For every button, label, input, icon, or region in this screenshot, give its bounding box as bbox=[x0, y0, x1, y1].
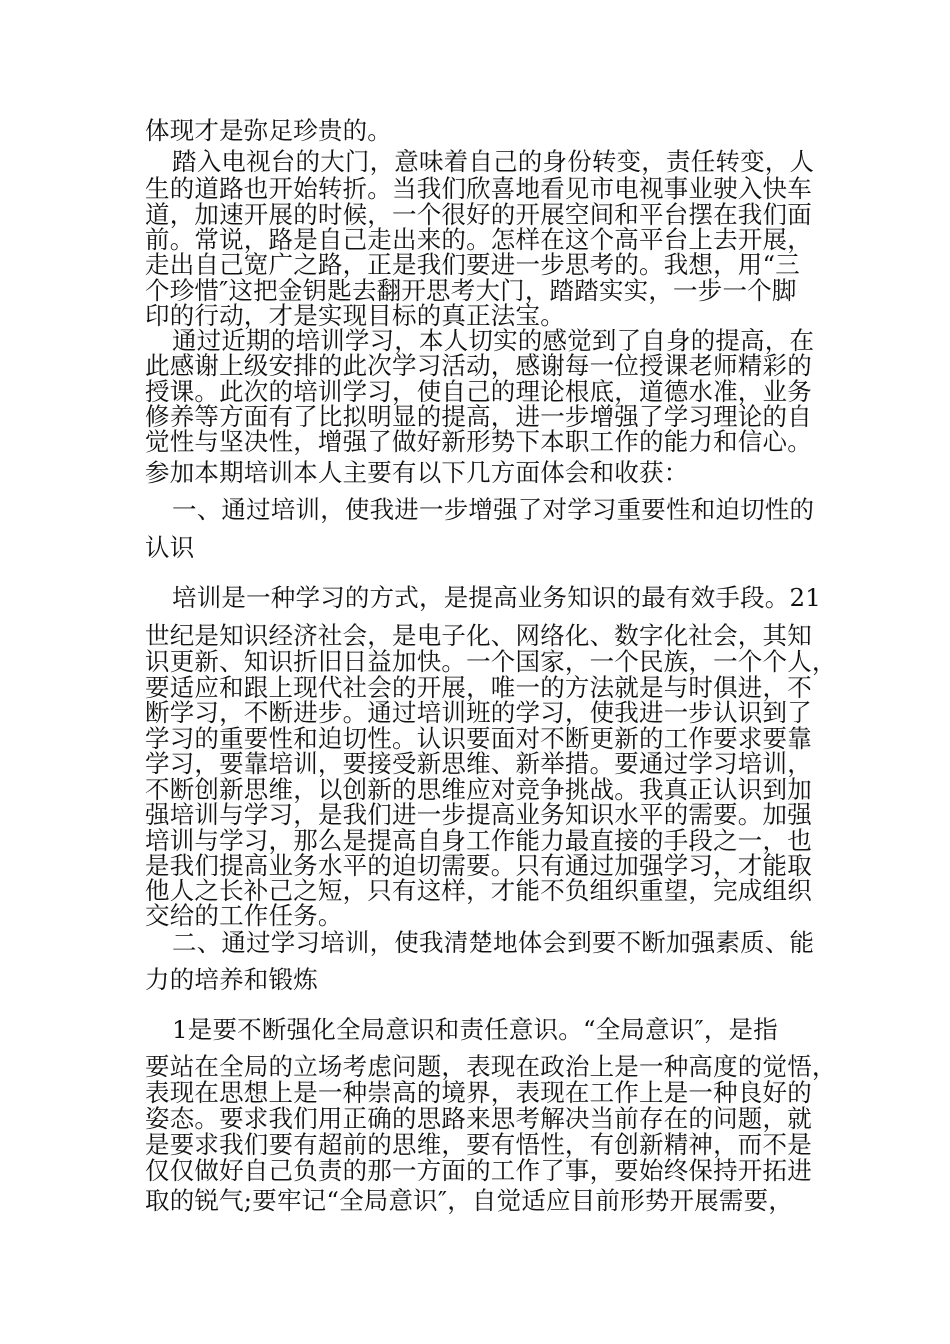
text-line: 印的行动，才是实现目标的真正法宝。 bbox=[145, 301, 565, 330]
text-line: 通过近期的培训学习，本人切实的感觉到了自身的提高，在 bbox=[172, 326, 815, 355]
section-heading-line: 二、通过学习培训，使我清楚地体会到要不断加强素质、能 bbox=[172, 928, 815, 957]
section-heading-line: 力的培养和锻炼 bbox=[145, 965, 318, 994]
text-line: 他人之长补己之短，只有这样，才能不负组织重望，完成组织 bbox=[145, 876, 812, 905]
text-line: 是我们提高业务水平的迫切需要。只有通过加强学习，才能取 bbox=[145, 851, 812, 880]
text-line: 踏入电视台的大门，意味着自己的身份转变，责任转变，人 bbox=[172, 147, 815, 176]
text-line: 培训是一种学习的方式，是提高业务知识的最有效手段。21 bbox=[172, 583, 822, 612]
text-line: 1是要不断强化全局意识和责任意识。“全局意识″，是指 bbox=[172, 1015, 778, 1044]
text-line: 要适应和跟上现代社会的开展，唯一的方法就是与时俱进，不 bbox=[145, 673, 812, 702]
text-line: 学习，要靠培训，要接受新思维、新举措。要通过学习培训， bbox=[145, 749, 812, 778]
text-line: 觉性与坚决性，增强了做好新形势下本职工作的能力和信心。 bbox=[145, 427, 812, 456]
text-line: 走出自己宽广之路，正是我们要进一步思考的。我想，用“三 bbox=[145, 250, 800, 279]
section-heading-line: 一、通过培训，使我进一步增强了对学习重要性和迫切性的 bbox=[172, 495, 815, 524]
text-line: 交给的工作任务。 bbox=[145, 901, 343, 930]
text-line: 表现在思想上是一种崇高的境界，表现在工作上是一种良好的 bbox=[145, 1078, 812, 1107]
text-line: 断学习，不断进步。通过培训班的学习，使我进一步认识到了 bbox=[145, 698, 812, 727]
text-line: 不断创新思维，以创新的思维应对竞争挑战。我真正认识到加 bbox=[145, 775, 812, 804]
text-line: 姿态。要求我们用正确的思路来思考解决当前存在的问题，就 bbox=[145, 1104, 812, 1133]
text-line: 是要求我们要有超前的思维，要有悟性，有创新精神，而不是 bbox=[145, 1130, 812, 1159]
text-line: 世纪是知识经济社会，是电子化、网络化、数字化社会，其知 bbox=[145, 621, 812, 650]
text-line: 修养等方面有了比拟明显的提高，进一步增强了学习理论的自 bbox=[145, 402, 812, 431]
text-line: 授课。此次的培训学习，使自己的理论根底，道德水准，业务 bbox=[145, 377, 812, 406]
text-line: 仅仅做好自己负责的那一方面的工作了事，要始终保持开拓进 bbox=[145, 1156, 812, 1185]
text-line: 体现才是弥足珍贵的。 bbox=[145, 116, 392, 145]
text-line: 道，加速开展的时候，一个很好的开展空间和平台摆在我们面 bbox=[145, 200, 812, 229]
text-line: 参加本期培训本人主要有以下几方面体会和收获： bbox=[145, 458, 689, 487]
text-line: 强培训与学习，是我们进一步提高业务知识水平的需要。加强 bbox=[145, 800, 812, 829]
text-line: 此感谢上级安排的此次学习活动，感谢每一位授课老师精彩的 bbox=[145, 351, 812, 380]
text-line: 要站在全局的立场考虑问题，表现在政治上是一种高度的觉悟， bbox=[145, 1052, 837, 1081]
text-line: 生的道路也开始转折。当我们欣喜地看见市电视事业驶入快车 bbox=[145, 174, 812, 203]
text-line: 前。常说，路是自己走出来的。怎样在这个高平台上去开展， bbox=[145, 225, 812, 254]
text-line: 取的锐气;要牢记“全局意识″，自觉适应目前形势开展需要， bbox=[145, 1186, 794, 1215]
text-line: 培训与学习，那么是提高自身工作能力最直接的手段之一，也 bbox=[145, 826, 812, 855]
text-line: 学习的重要性和迫切性。认识要面对不断更新的工作要求要靠 bbox=[145, 724, 812, 753]
text-line: 识更新、知识折旧日益加快。一个国家，一个民族，一个个人， bbox=[145, 647, 837, 676]
section-heading-line: 认识 bbox=[145, 533, 195, 562]
text-line: 个珍惜″这把金钥匙去翻开思考大门，踏踏实实，一步一个脚 bbox=[145, 276, 797, 305]
